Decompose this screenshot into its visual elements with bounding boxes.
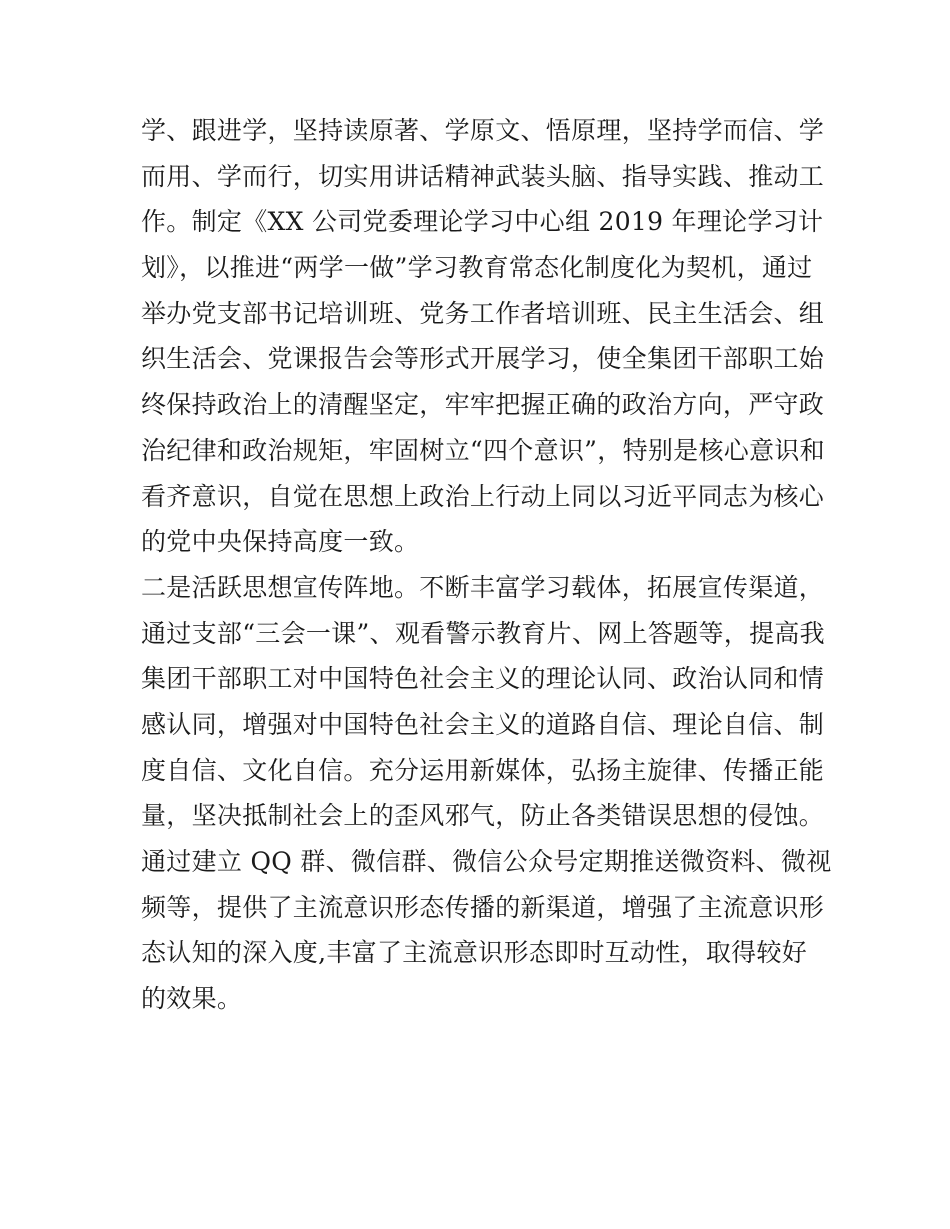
text-line: 的党中央保持高度一致。 xyxy=(141,527,420,557)
text-line: 织生活会、党课报告会等形式开展学习，使全集团干部职工始 xyxy=(141,344,825,374)
text-line: 感认同，增强对中国特色社会主义的道路自信、理论自信、制 xyxy=(141,709,825,739)
text-line: 集团干部职工对中国特色社会主义的理论认同、政治认同和情 xyxy=(141,664,825,694)
text-line: 的效果。 xyxy=(141,984,243,1014)
text-line: 看齐意识，自觉在思想上政治上行动上同以习近平同志为核心 xyxy=(141,481,825,511)
text-line: 通过支部“三会一课”、观看警示教育片、网上答题等，提高我 xyxy=(141,618,825,648)
text-line: 度自信、文化自信。充分运用新媒体，弘扬主旋律、传播正能 xyxy=(141,755,825,785)
text-line: 频等，提供了主流意识形态传播的新渠道，增强了主流意识形 xyxy=(141,892,825,922)
text-line: 二是活跃思想宣传阵地。不断丰富学习载体，拓展宣传渠道， xyxy=(141,572,825,602)
text-line: 举办党支部书记培训班、党务工作者培训班、民主生活会、组 xyxy=(141,298,825,328)
text-line: 治纪律和政治规矩，牢固树立“四个意识”，特别是核心意识和 xyxy=(141,435,825,465)
text-line: 作。制定《XX 公司党委理论学习中心组 2019 年理论学习计 xyxy=(141,207,824,237)
text-line: 终保持政治上的清醒坚定，牢牢把握正确的政治方向，严守政 xyxy=(141,390,825,420)
text-line: 通过建立 QQ 群、微信群、微信公众号定期推送微资料、微视 xyxy=(141,847,832,876)
text-line: 而用、学而行，切实用讲话精神武装头脑、指导实践、推动工 xyxy=(141,161,825,191)
text-line: 划》，以推进“两学一做”学习教育常态化制度化为契机，通过 xyxy=(141,253,813,283)
text-line: 态认知的深入度,丰富了主流意识形态即时互动性，取得较好 xyxy=(141,938,808,968)
text-line: 学、跟进学，坚持读原著、学原文、悟原理，坚持学而信、学 xyxy=(141,116,825,145)
body-text xyxy=(141,108,832,1022)
text-line: 量，坚决抵制社会上的歪风邪气，防止各类错误思想的侵蚀。 xyxy=(141,801,825,831)
